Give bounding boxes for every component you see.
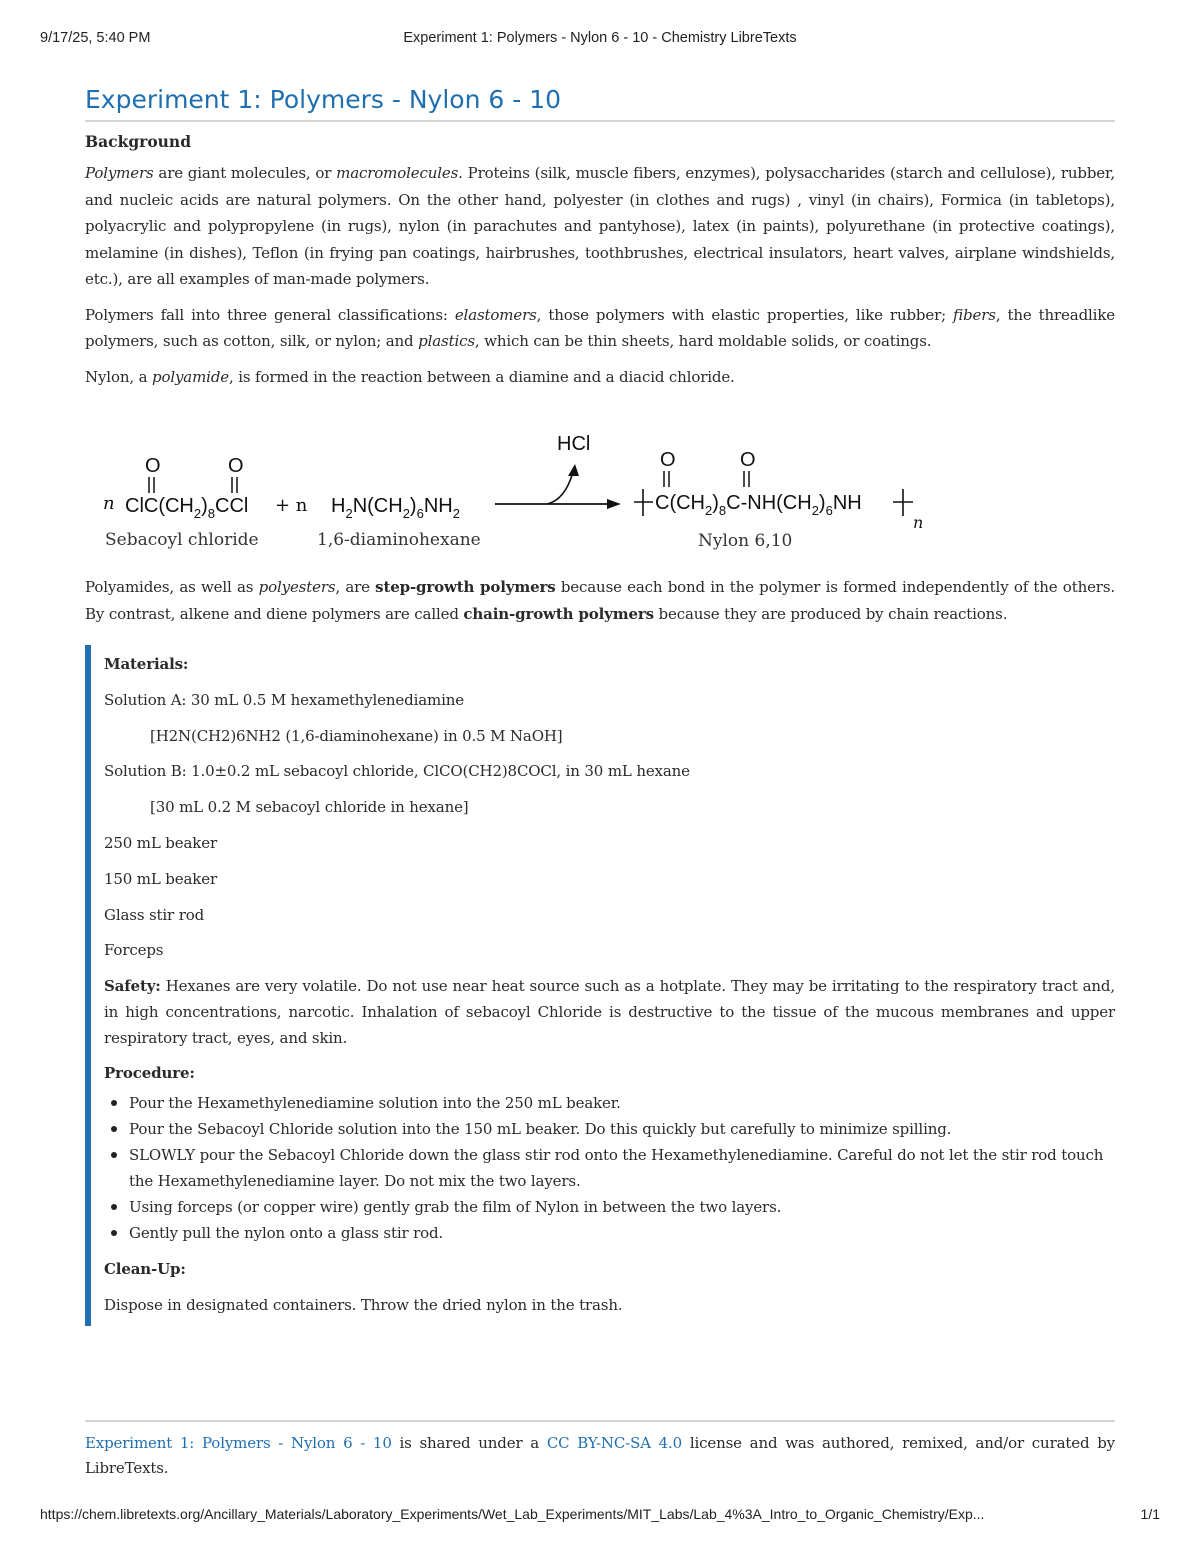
procedure-list (104, 1090, 1115, 1246)
material-item: [30 mL 0.2 M sebacoyl chloride in hexane] (150, 798, 469, 817)
cleanup-heading: Clean-Up: (104, 1260, 186, 1279)
label-nylon-6-10: Nylon 6,10 (698, 531, 793, 551)
reaction-diagram (95, 392, 955, 570)
material-item: Forceps (104, 941, 164, 960)
material-item: Solution A: 30 mL 0.5 M hexamethylenediamine (104, 690, 464, 709)
procedure-step: Gently pull the nylon onto a glass stir rod. (104, 1220, 1115, 1246)
print-header (40, 30, 1160, 50)
print-date: 9/17/25, 5:40 PM (40, 30, 151, 46)
reaction-arrow-head (607, 499, 621, 509)
article-content (85, 82, 1115, 1326)
term-macromolecules: macromolecules (336, 164, 459, 182)
materials-box (85, 645, 1115, 1326)
coefficient-n-1: n (103, 493, 115, 514)
safety-paragraph: Safety: Hexanes are very volatile. Do not use near heat source such as a hotplate. They may be irritating to the respiratory tract and, in high concentrations, narcotic. Inhalation of sebacoyl Chloride is destructive to the tissue of the mucous membranes and upper respiratory tract, eyes, and skin. (104, 977, 1115, 1048)
procedure-heading: Procedure: (104, 1064, 195, 1083)
repeat-n: n (913, 513, 924, 532)
reactant-2: $H_2N(CH_2)_6NH_2$ (331, 495, 460, 521)
license-title-link[interactable]: Experiment 1: Polymers - Nylon 6 - 10 (85, 1434, 392, 1452)
material-item: [H2N(CH2)6NH2 (1,6-diaminohexane) in 0.5 M NaOH] (150, 726, 563, 745)
material-item: Glass stir rod (104, 905, 205, 924)
oxygen-label-4: O (740, 449, 756, 471)
background-paragraph-2: Polymers fall into three general classifications: elastomers, those polymers with elastic properties, like rubber; fibers, the threadlike polymers, such as cotton, silk, or nylon; and plastics, which can be thin sheets, hard moldable solids, or coatings. (85, 305, 1115, 350)
procedure-step: Pour the Sebacoyl Chloride solution into the 150 mL beaker. Do this quickly but carefully to minimize spilling. (104, 1116, 1115, 1142)
oxygen-label-3: O (660, 449, 676, 471)
oxygen-label-1: O (145, 455, 161, 477)
polyamides-paragraph: Polyamides, as well as polyesters, are step-growth polymers because each bond in the polymer is formed independently of the others. By contrast, alkene and diene polymers are called chain-growth polymers because they are produced by chain reactions. (85, 578, 1115, 623)
term-plastics: plastics (418, 332, 475, 350)
page-number: 1/1 (1140, 1506, 1160, 1522)
label-diaminohexane: 1,6-diaminohexane (317, 530, 481, 550)
byproduct-arrow-head (568, 464, 579, 476)
label-sebacoyl-chloride: Sebacoyl chloride (105, 530, 259, 550)
term-fibers: fibers (953, 305, 996, 324)
product-repeat-unit: $C(CH_2)_8C-NH(CH_2)_6NH$ (655, 492, 862, 518)
background-heading: Background (85, 132, 192, 151)
procedure-step: SLOWLY pour the Sebacoyl Chloride down the glass stir rod onto the Hexamethylenediamine. Careful do not let the stir rod touch the Hexamethylenediamine layer. Do not mix the two layers. (104, 1142, 1115, 1194)
oxygen-label-2: O (228, 455, 244, 477)
material-item: 150 mL beaker (104, 869, 217, 888)
background-paragraph-3: Nylon, a polyamide, is formed in the reaction between a diamine and a diacid chloride. (85, 367, 735, 386)
byproduct-arrow (547, 472, 573, 504)
print-url: https://chem.libretexts.org/Ancillary_Materials/Laboratory_Experiments/Wet_Lab_Experiments/MIT_Labs/Lab_4%3A_Intro_to_Organic_Chemistry/Exp... (40, 1506, 985, 1522)
procedure-step: Pour the Hexamethylenediamine solution into the 250 mL beaker. (104, 1090, 1115, 1116)
print-title: Experiment 1: Polymers - Nylon 6 - 10 - Chemistry LibreTexts (403, 30, 797, 46)
page-title: Experiment 1: Polymers - Nylon 6 - 10 (85, 82, 1115, 122)
term-polyesters: polyesters (258, 578, 336, 596)
term-elastomers: elastomers (454, 305, 537, 324)
materials-heading: Materials: (104, 655, 189, 673)
reactant-1: $ClC(CH_2)_8CCl$ (125, 495, 249, 521)
material-item: 250 mL beaker (104, 833, 217, 852)
cleanup-text: Dispose in designated containers. Throw the dried nylon in the trash. (104, 1295, 623, 1314)
plus-n: + n (275, 495, 308, 516)
term-polyamide: polyamide (152, 367, 229, 386)
background-paragraph-1: Polymers are giant molecules, or macromolecules. Proteins (silk, muscle fibers, enzymes), polysaccharides (starch and cellulose), rubber, and nucleic acids are natural polymers. On the other hand, polyester (in clothes and rugs) , vinyl (in chairs), Formica (in tabletops), polyacrylic and polypropylene (in rugs), nylon (in parachutes and pantyhose), latex (in paints), polyurethane (in protective coatings), melamine (in dishes), Teflon (in frying pan coatings, hairbrushes, toothbrushes, electrical insulators, heart valves, airplane windshields, etc.), are all examples of man-made polymers. (85, 164, 1115, 288)
term-step-growth: step-growth polymers (375, 578, 556, 596)
term-polymers: Polymers (85, 164, 154, 182)
reaction-scheme (85, 392, 1115, 570)
license-notice: Experiment 1: Polymers - Nylon 6 - 10 is shared under a CC BY-NC-SA 4.0 license and was authored, remixed, and/or curated by LibreTexts. (85, 1420, 1115, 1481)
procedure-step: Using forceps (or copper wire) gently grab the film of Nylon in between the two layers. (104, 1194, 1115, 1220)
safety-label: Safety: (104, 977, 161, 996)
material-item: Solution B: 1.0±0.2 mL sebacoyl chloride, ClCO(CH2)8COCl, in 30 mL hexane (104, 762, 690, 781)
term-chain-growth: chain-growth polymers (463, 604, 654, 623)
license-cc-link[interactable]: CC BY-NC-SA 4.0 (546, 1434, 683, 1452)
print-footer (40, 1506, 1160, 1526)
byproduct-hcl: HCl (557, 433, 591, 455)
